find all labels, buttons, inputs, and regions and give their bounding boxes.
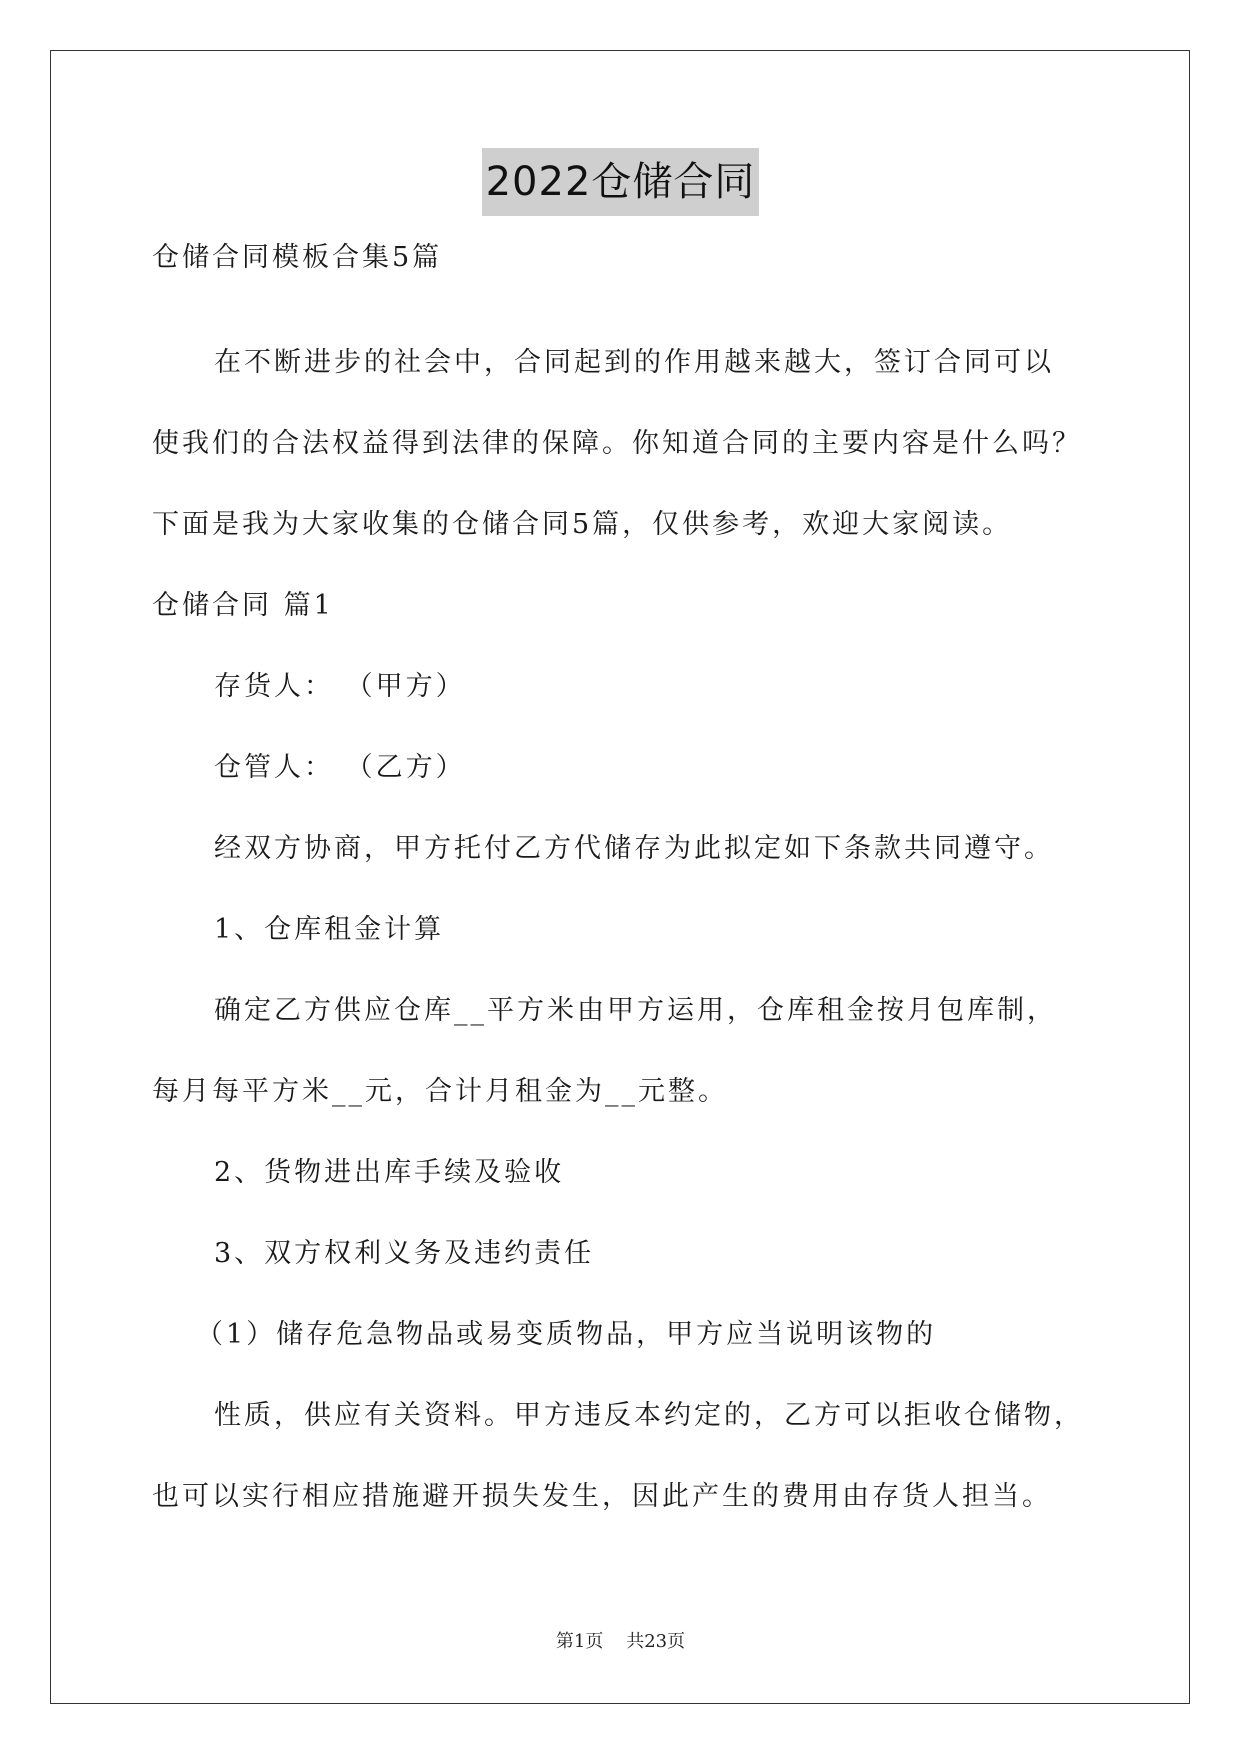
clause-2-heading: 2、货物进出库手续及验收 — [214, 1157, 565, 1188]
intro-paragraph-line-3: 下面是我为大家收集的仓储合同5篇，仅供参考，欢迎大家阅读。 — [152, 509, 1013, 540]
clause-3-item-1-line-3: 也可以实行相应措施避开损失发生，因此产生的费用由存货人担当。 — [152, 1481, 1052, 1512]
clause-3-item-1-line-1: （1）储存危急物品或易变质物品，甲方应当说明该物的 — [196, 1319, 937, 1350]
intro-paragraph-line-1: 在不断进步的社会中，合同起到的作用越来越大，签订合同可以 — [214, 347, 1054, 378]
page-footer — [0, 1630, 1241, 1654]
title-container — [0, 148, 1241, 216]
section-heading: 仓储合同 篇1 — [152, 590, 334, 621]
intro-paragraph-line-2: 使我们的合法权益得到法律的保障。你知道合同的主要内容是什么吗？ — [152, 428, 1082, 459]
clause-1-heading: 1、仓库租金计算 — [214, 914, 445, 945]
clause-3-heading: 3、双方权利义务及违约责任 — [214, 1238, 595, 1269]
clause-1-line-1: 确定乙方供应仓库__平方米由甲方运用，仓库租金按月包库制， — [214, 995, 1057, 1026]
clause-3-item-1-line-2: 性质，供应有关资料。甲方违反本约定的，乙方可以拒收仓储物， — [214, 1400, 1084, 1431]
party-b-line: 仓管人： （乙方） — [214, 752, 466, 783]
page-border — [50, 50, 1190, 1704]
party-a-line: 存货人： （甲方） — [214, 671, 466, 702]
page-total: 共23页 — [626, 1631, 686, 1652]
clause-1-line-2: 每月每平方米__元，合计月租金为__元整。 — [152, 1076, 728, 1107]
agreement-line: 经双方协商，甲方托付乙方代储存为此拟定如下条款共同遵守。 — [214, 833, 1054, 864]
document-title: 2022仓储合同 — [482, 148, 760, 216]
subtitle-line: 仓储合同模板合集5篇 — [152, 242, 443, 273]
page-number: 第1页 — [555, 1631, 604, 1652]
